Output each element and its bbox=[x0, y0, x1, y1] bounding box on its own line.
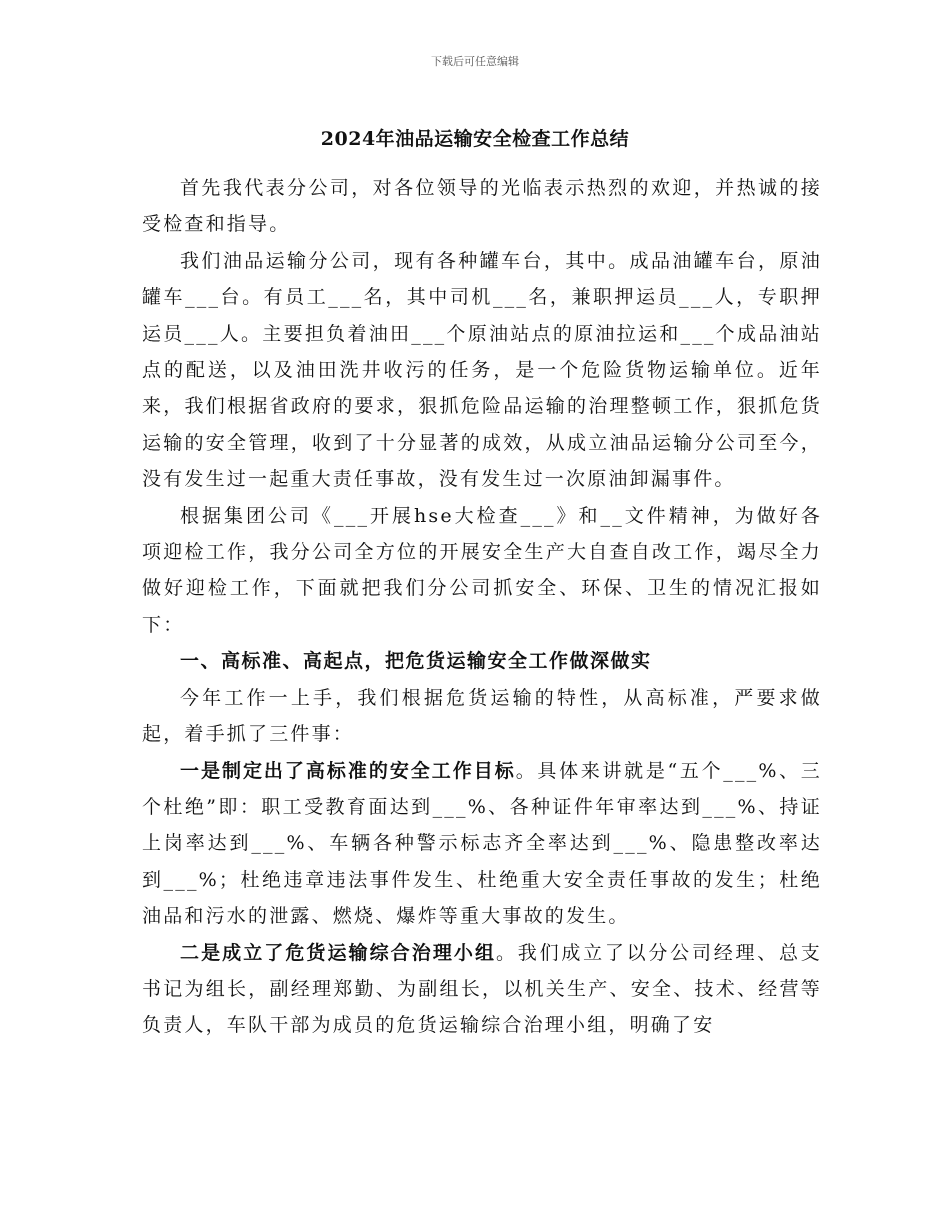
paragraph-item-2 bbox=[142, 935, 822, 1044]
document-body bbox=[142, 170, 822, 1044]
item-2-lead: 二是成立了危货运输综合治理小组 bbox=[180, 941, 497, 964]
paragraph-welcome: 首先我代表分公司，对各位领导的光临表示热烈的欢迎，并热诚的接受检查和指导。 bbox=[142, 177, 822, 236]
paragraph-section-1-intro: 今年工作一上手，我们根据危货运输的特性，从高标准，严要求做起，着手抓了三件事： bbox=[142, 686, 822, 746]
paragraph-inspection-intro: 根据集团公司《___开展hse大检查___》和__文件精神，为做好各项迎检工作，我分公司全方位的开展安全生产大自查自改工作，竭尽全力做好迎检工作，下面就把我们分公司抓安全、环保、卫生的情况汇报如下： bbox=[142, 504, 822, 636]
page-title: 2024年油品运输安全检查工作总结 bbox=[320, 128, 630, 150]
section-heading-1: 一、高标准、高起点，把危货运输安全工作做深做实 bbox=[180, 650, 652, 673]
item-1-lead: 一是制定出了高标准的安全工作目标 bbox=[180, 759, 516, 782]
item-2-text: 。我们成立了以分公司经理、总支书记为组长，副经理郑勤、为副组长，以机关生产、安全、技术、经营等负责人，车队干部为成员的危货运输综合治理小组，明确了安 bbox=[142, 941, 822, 1037]
item-1-text: 。具体来讲就是“五个___%、三个杜绝”即：职工受教育面达到___%、各种证件年审率达到___%、持证上岗率达到___%、车辆各种警示标志齐全率达到___%、隐患整改率达到___%；杜绝违章违法事件发生、杜绝重大安全责任事故的发生；杜绝油品和污水的泄露、燃烧、爆炸等重大事故的发生。 bbox=[142, 759, 822, 928]
header-note: 下载后可任意编辑 bbox=[431, 55, 519, 68]
paragraph-item-1 bbox=[142, 753, 822, 935]
paragraph-company-overview: 我们油品运输分公司，现有各种罐车台，其中。成品油罐车台，原油罐车___台。有员工___名，其中司机___名，兼职押运员___人，专职押运员___人。主要担负着油田___个原油站点的原油拉运和___个成品油站点的配送，以及油田洗井收污的任务，是一个危险货物运输单位。近年来，我们根据省政府的要求，狠抓危险品运输的治理整顿工作，狠抓危货运输的安全管理，收到了十分显著的成效，从成立油品运输分公司至今，没有发生过一起重大责任事故，没有发生过一次原油卸漏事件。 bbox=[142, 249, 822, 491]
